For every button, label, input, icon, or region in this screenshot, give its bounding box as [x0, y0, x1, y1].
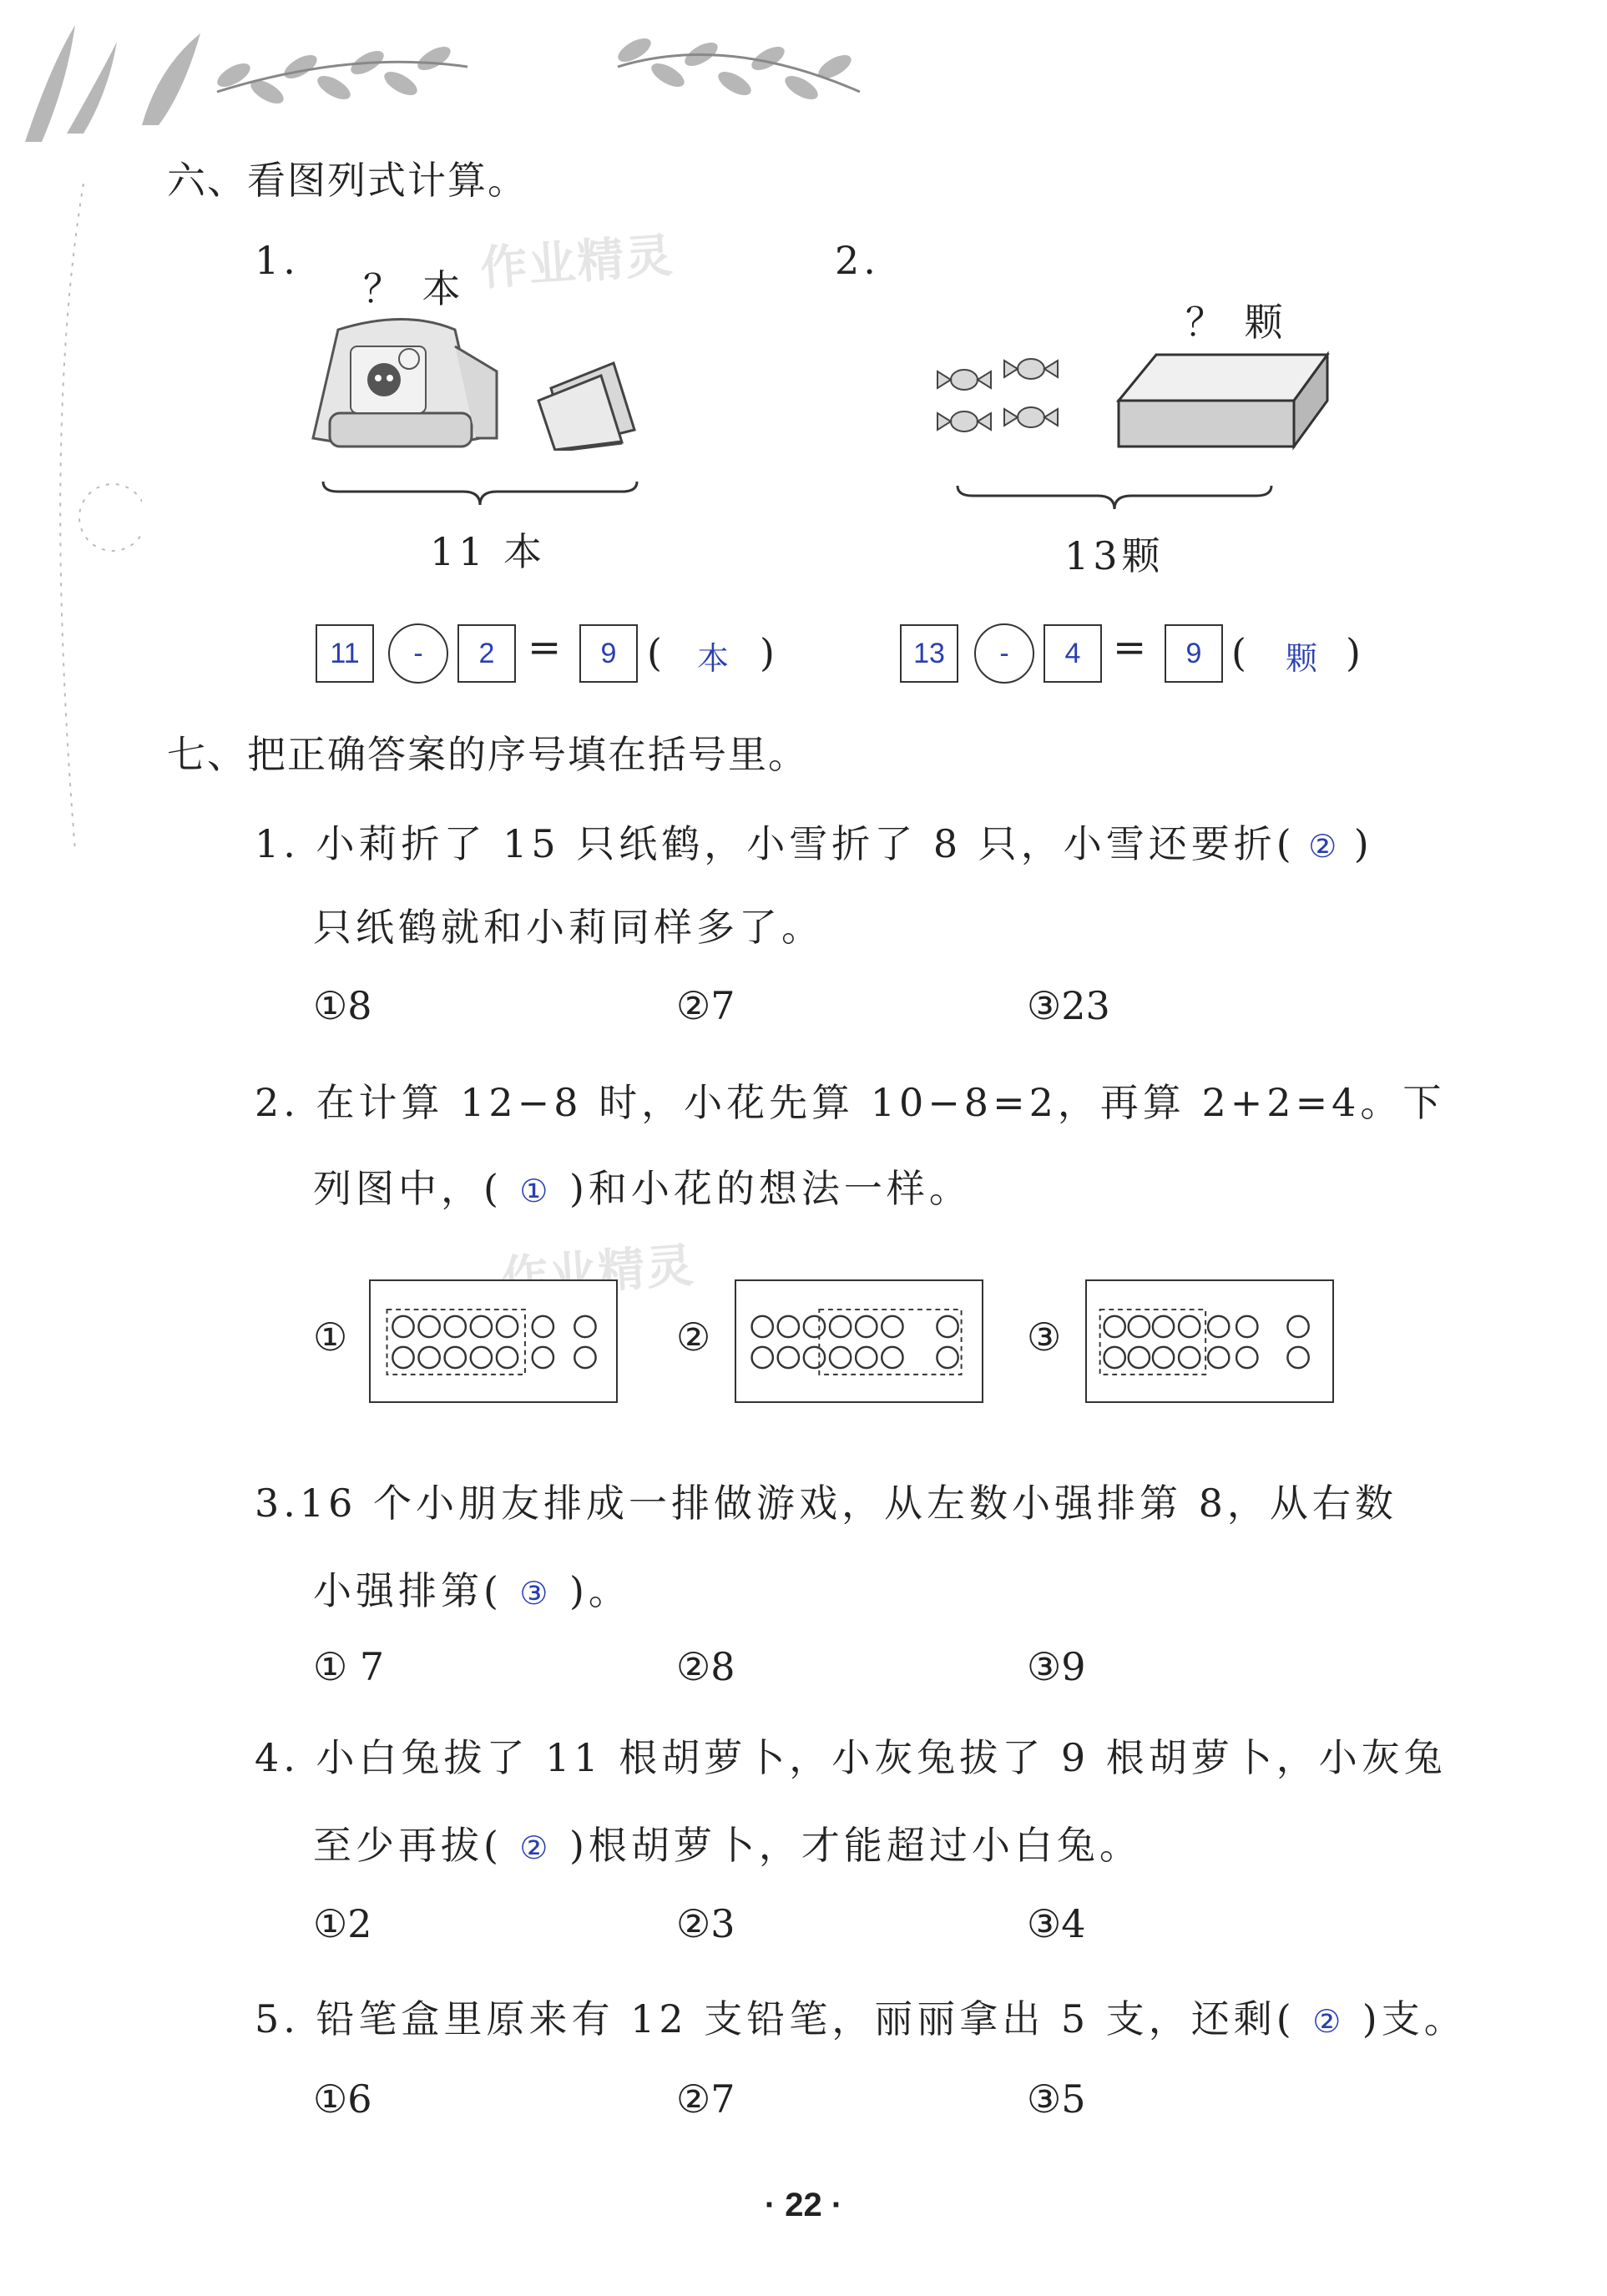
q5-option-2: ②7	[676, 2076, 735, 2122]
watermark-2: 作业精灵	[499, 1238, 697, 1307]
q2-label-1: ①	[313, 1315, 348, 1360]
problem1-top-label: ？ 本	[363, 266, 465, 311]
q1-option-3: ③23	[1027, 983, 1110, 1028]
problem2-top-label: ？ 颗	[1185, 300, 1287, 345]
q4-option-1: ①2	[313, 1901, 372, 1946]
dots-figure-2[interactable]	[735, 1279, 983, 1403]
candy-box-icon	[1114, 351, 1332, 455]
brace-1	[321, 480, 639, 513]
eq2-equals: =	[1113, 624, 1147, 671]
eq2-result-box[interactable]: 9	[1165, 624, 1223, 683]
q4-line2: 至少再拔( ② )根胡萝卜，才能超过小白兔。	[313, 1823, 1142, 1868]
eq1-minuend-box[interactable]: 11	[316, 624, 374, 683]
eq1-result-box[interactable]: 9	[579, 624, 638, 683]
q1-line1: 1. 小莉折了 15 只纸鹤，小雪折了 8 只，小雪还要折( ② )	[255, 821, 1373, 866]
q1-line2: 只纸鹤就和小莉同样多了。	[313, 905, 824, 950]
q4-option-3: ③4	[1027, 1901, 1086, 1946]
dots-figure-3[interactable]	[1085, 1279, 1334, 1403]
eq1-unit[interactable]: 本	[697, 642, 730, 677]
q1-answer[interactable]: ②	[1308, 830, 1342, 865]
eq2-unit-open: (	[1231, 630, 1251, 675]
q5-option-3: ③5	[1027, 2076, 1086, 2122]
q4-line1: 4. 小白兔拔了 11 根胡萝卜，小灰兔拔了 9 根胡萝卜，小灰兔	[255, 1735, 1447, 1780]
dots-figure-1[interactable]	[369, 1279, 618, 1403]
q3-option-2: ②8	[676, 1644, 735, 1689]
eq2-operator-circle[interactable]: -	[974, 623, 1034, 684]
q1-option-2: ②7	[676, 983, 735, 1028]
eq1-operator-circle[interactable]: -	[388, 623, 448, 684]
q2-line2: 列图中，( ① )和小花的想法一样。	[313, 1166, 972, 1211]
problem1-bottom-label: 11 本	[430, 529, 547, 574]
q2-label-2: ②	[676, 1315, 711, 1360]
section6-title: 六、看图列式计算。	[167, 158, 528, 203]
q1-option-1: ①8	[313, 983, 372, 1028]
page-number: · 22 ·	[764, 2187, 843, 2223]
eq1-subtrahend-box[interactable]: 2	[457, 624, 516, 683]
q4-answer[interactable]: ②	[519, 1831, 553, 1866]
problem1-number: 1.	[255, 238, 300, 283]
section7-title: 七、把正确答案的序号填在括号里。	[167, 732, 808, 777]
eq1-unit-close: )	[760, 630, 779, 675]
books-icon	[534, 338, 647, 451]
q2-answer[interactable]: ①	[519, 1174, 553, 1209]
eq2-unit-close: )	[1346, 630, 1365, 675]
margin-decoration	[25, 184, 142, 851]
eq1-equals: =	[528, 624, 562, 671]
eq2-unit[interactable]: 颗	[1286, 642, 1318, 677]
candies-icon	[931, 351, 1077, 442]
problem2-number: 2.	[835, 238, 880, 283]
q5-option-1: ①6	[313, 2076, 372, 2122]
backpack-icon	[305, 313, 505, 455]
eq2-minuend-box[interactable]: 13	[900, 624, 958, 683]
eq2-subtrahend-box[interactable]: 4	[1044, 624, 1102, 683]
q3-line2: 小强排第( ③ )。	[313, 1568, 631, 1613]
q5-answer[interactable]: ②	[1312, 2005, 1346, 2040]
q3-option-1: ① 7	[313, 1644, 385, 1689]
problem2-bottom-label: 13颗	[1064, 533, 1165, 578]
q3-option-3: ③9	[1027, 1644, 1086, 1689]
q5-line1: 5. 铅笔盒里原来有 12 支铅笔，丽丽拿出 5 支，还剩( ② )支。	[255, 1996, 1467, 2041]
brace-2	[956, 484, 1273, 517]
eq1-unit-open: (	[647, 630, 666, 675]
q2-line1: 2. 在计算 12−8 时，小花先算 10−8=2，再算 2+2=4。下	[255, 1080, 1446, 1125]
q3-answer[interactable]: ③	[519, 1577, 553, 1612]
q3-line1: 3.16 个小朋友排成一排做游戏，从左数小强排第 8，从右数	[255, 1481, 1397, 1526]
q2-label-3: ③	[1027, 1315, 1062, 1360]
q4-option-2: ②3	[676, 1901, 735, 1946]
leaf-decoration	[17, 17, 868, 159]
watermark-1: 作业精灵	[478, 228, 676, 297]
